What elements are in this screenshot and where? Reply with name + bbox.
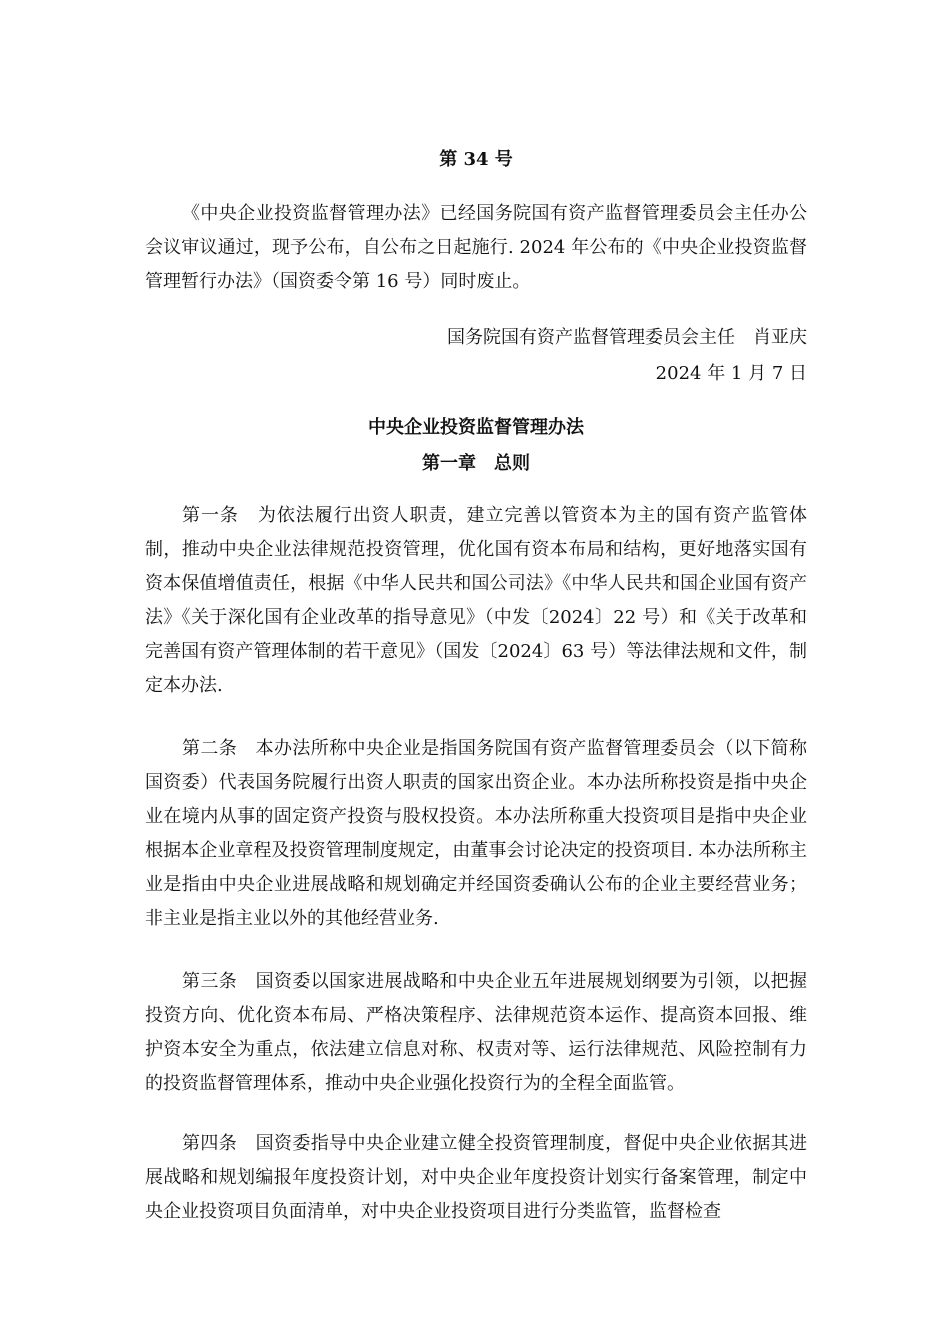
article-text: 为依法履行出资人职责，建立完善以管资本为主的国有资产监管体制，推动中央企业法律规范投资管理，优化国有资本布局和结构，更好地落实国有资本保值增值责任，根据《中华人民共和国公司法》《中华人民共和国企业国有资产法》《关于深化国有企业改革的指导意见》（中发〔2024〕22 号）和《关于改革和完善国有资产管理体制的若干意见》（国发〔2024〕63 号）等法律法规和文件，制定本办法. <box>145 505 807 696</box>
article-label: 第四条 <box>182 1133 238 1154</box>
article-text: 本办法所称中央企业是指国务院国有资产监督管理委员会（以下简称国资委）代表国务院履行出资人职责的国家出资企业。本办法所称投资是指中央企业在境内从事的固定资产投资与股权投资。本办法所称重大投资项目是指中央企业根据本企业章程及投资管理制度规定，由董事会讨论决定的投资项目. 本办法所称主业是指由中央企业进展战略和规划确定并经国资委确认公布的企业主要经营业务；非主业是指主业以外的其他经营业务. <box>145 738 808 929</box>
article-text: 国资委以国家进展战略和中央企业五年进展规划纲要为引领，以把握投资方向、优化资本布局、严格决策程序、法律规范资本运作、提高资本回报、维护资本安全为重点，依法建立信息对称、权责对等、运行法律规范、风险控制有力的投资监督管理体系，推动中央企业强化投资行为的全程全面监管。 <box>145 971 808 1094</box>
article-label: 第三条 <box>182 971 238 992</box>
preamble-paragraph: 《中央企业投资监督管理办法》已经国务院国有资产监督管理委员会主任办公会议审议通过，现予公布，自公布之日起施行. 2024 年公布的《中央企业投资监督管理暂行办法》（国资委令第 16 号）同时废止。 <box>145 203 807 292</box>
article-1 <box>145 499 807 703</box>
article-label: 第二条 <box>182 738 238 759</box>
signer-title: 国务院国有资产监督管理委员会主任 <box>447 327 735 348</box>
signature-line <box>145 321 807 355</box>
article-2 <box>145 732 807 936</box>
article-text: 国资委指导中央企业建立健全投资管理制度，督促中央企业依据其进展战略和规划编报年度投资计划，对中央企业年度投资计划实行备案管理，制定中央企业投资项目负面清单，对中央企业投资项目进行分类监管，监督检查 <box>145 1133 808 1222</box>
chapter-heading <box>145 447 807 481</box>
signature-date: 2024 年 1 月 7 日 <box>655 363 807 384</box>
article-4 <box>145 1127 807 1229</box>
article-3 <box>145 965 807 1101</box>
signer-name: 肖亚庆 <box>753 327 807 348</box>
document-title: 中央企业投资监督管理办法 <box>368 417 584 438</box>
article-label: 第一条 <box>182 505 239 526</box>
order-number: 第 34 号 <box>439 149 513 170</box>
chapter-number: 第一章 <box>422 453 476 474</box>
chapter-name: 总则 <box>494 453 530 474</box>
